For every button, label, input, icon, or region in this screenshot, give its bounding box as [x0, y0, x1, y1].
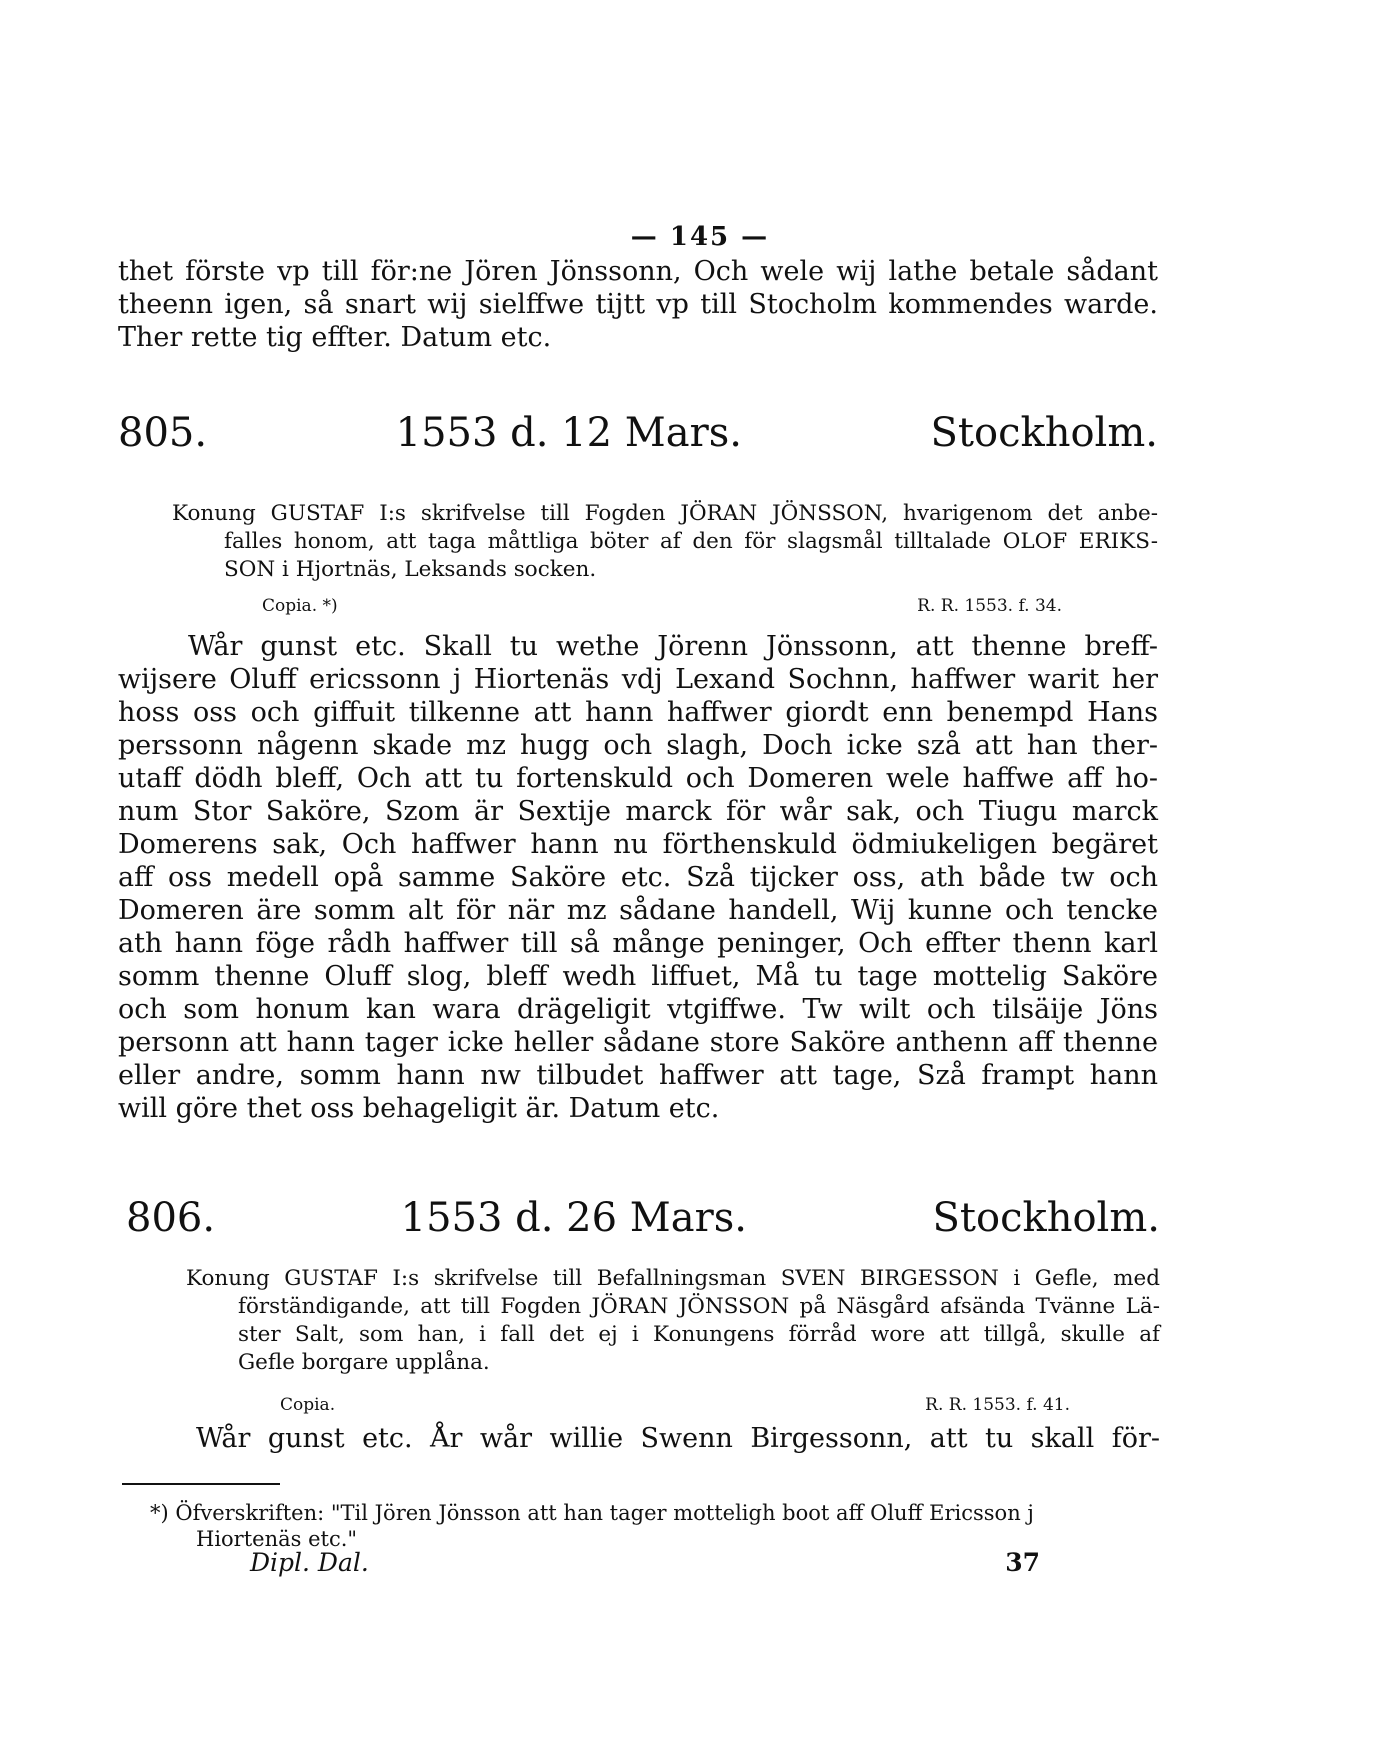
entry-number: 806.	[126, 1195, 216, 1241]
text-line: ath hann föge rådh haffwer till så månge peninger, Och effter thenn karl	[118, 928, 1158, 959]
footnote-rule	[122, 1483, 280, 1485]
page-number: — 145 —	[630, 222, 770, 252]
signature-number: 37	[1005, 1548, 1040, 1577]
text-line: Ther rette tig effter. Datum etc.	[118, 322, 552, 353]
source-reference: R. R. 1553. f. 34.	[917, 596, 1062, 616]
source-copia: Copia.	[280, 1395, 336, 1415]
text-line: will göre thet oss behageligit är. Datum etc.	[118, 1093, 720, 1124]
text-line: wijsere Oluff ericssonn j Hiortenäs vdj Lexand Sochnn, haffwer warit her	[118, 664, 1158, 695]
summary-line: Konung GUSTAF I:s skrifvelse till Befallningsman SVEN BIRGESSON i Gefle, med	[186, 1266, 1160, 1291]
text-line: Wår gunst etc. Skall tu wethe Jörenn Jönssonn, att thenne breff-	[188, 631, 1158, 662]
entry-place: Stockholm.	[930, 410, 1158, 456]
summary-line: Gefle borgare upplåna.	[238, 1350, 490, 1375]
text-line: theenn igen, så snart wij sielffwe tijtt vp till Stocholm kommendes warde.	[118, 289, 1158, 320]
summary-line: förständigande, att till Fogden JÖRAN JÖNSSON på Näsgård afsända Tvänne Lä-	[238, 1294, 1160, 1319]
text-line: num Stor Saköre, Szom är Sextije marck för wår sak, och Tiugu marck	[118, 796, 1158, 827]
entry-806-source	[280, 1395, 1070, 1415]
signature-mark: Dipl. Dal.	[250, 1548, 369, 1577]
text-line: och som honum kan wara drägeligit vtgiffwe. Tw wilt och tilsäije Jöns	[118, 994, 1158, 1025]
text-line: thet förste vp till för:ne Jören Jönssonn, Och wele wij lathe betale sådant	[118, 256, 1158, 287]
entry-date: 1553 d. 12 Mars.	[395, 410, 742, 456]
entry-number: 805.	[118, 410, 208, 456]
entry-date: 1553 d. 26 Mars.	[400, 1195, 747, 1241]
text-line: personn att hann tager icke heller sådane store Saköre anthenn aff thenne	[118, 1027, 1158, 1058]
text-line: utaff dödh bleff, Och att tu fortenskuld och Domeren wele haffwe aff ho-	[118, 763, 1158, 794]
entry-805-summary	[172, 500, 1158, 584]
text-line: aff oss medell opå samme Saköre etc. Szå tijcker oss, ath både tw och	[118, 862, 1158, 893]
entry-805-text	[118, 630, 1158, 1125]
text-line: somm thenne Oluff slog, bleff wedh liffuet, Må tu tage mottelig Saköre	[118, 961, 1158, 992]
continuation-paragraph	[118, 255, 1158, 354]
footnote	[150, 1500, 1165, 1552]
entry-806-summary	[186, 1265, 1160, 1377]
text-line: hoss oss och giffuit tilkenne att hann haffwer giordt enn benempd Hans	[118, 697, 1158, 728]
entry-place: Stockholm.	[932, 1195, 1160, 1241]
summary-line: SON i Hjortnäs, Leksands socken.	[224, 557, 597, 582]
footnote-line: *) Öfverskriften: "Til Jören Jönsson att han tager motteligh boot aff Oluff Ericsson j	[150, 1501, 1034, 1525]
source-reference: R. R. 1553. f. 41.	[925, 1395, 1070, 1415]
text-line: perssonn någenn skade mz hugg och slagh, Doch icke szå att han ther-	[118, 730, 1158, 761]
text-line: Domeren äre somm alt för när mz sådane handell, Wij kunne och tencke	[118, 895, 1158, 926]
summary-line: ster Salt, som han, i fall det ej i Konungens förråd wore att tillgå, skulle af	[238, 1322, 1160, 1347]
summary-line: falles honom, att taga måttliga böter af den för slagsmål tilltalade OLOF ERIKS-	[224, 529, 1158, 554]
entry-806-heading	[126, 1195, 1160, 1243]
source-copia: Copia. *)	[262, 596, 338, 616]
summary-line: Konung GUSTAF I:s skrifvelse till Fogden JÖRAN JÖNSSON, hvarigenom det anbe-	[172, 501, 1158, 526]
entry-806-text	[196, 1422, 1160, 1455]
text-line: Wår gunst etc. År wår willie Swenn Birgessonn, att tu skall för-	[196, 1423, 1160, 1454]
text-line: eller andre, somm hann nw tilbudet haffwer att tage, Szå frampt hann	[118, 1060, 1158, 1091]
entry-805-source	[262, 596, 1062, 616]
footnote-line: Hiortenäs etc."	[196, 1527, 358, 1551]
signature-line	[250, 1548, 1040, 1577]
text-line: Domerens sak, Och haffwer hann nu förthenskuld ödmiukeligen begäret	[118, 829, 1158, 860]
entry-805-heading	[118, 410, 1158, 458]
